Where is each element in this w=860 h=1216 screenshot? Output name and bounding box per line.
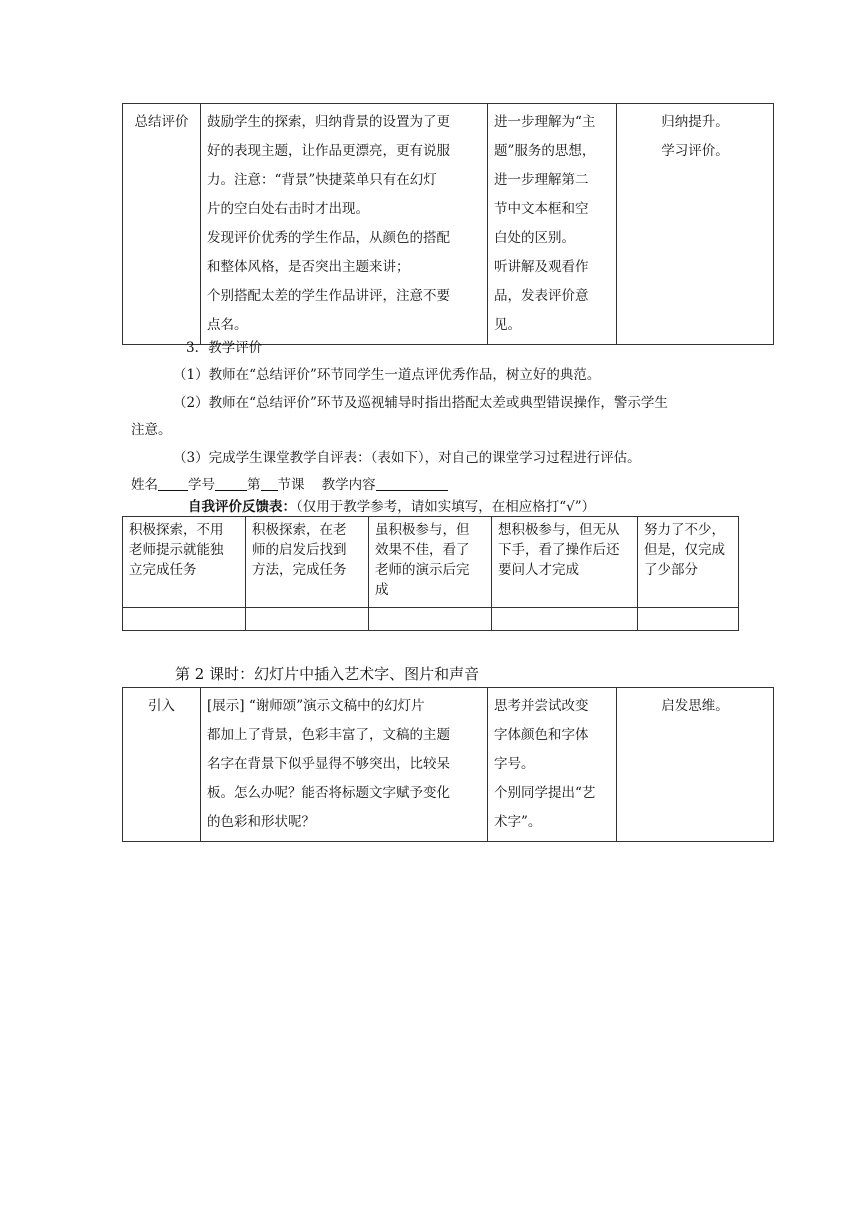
- stage-cell: 总结评价: [123, 104, 201, 345]
- lesson-plan-table-1: [122, 103, 774, 345]
- eval-header-cell: 努力了不少， 但是，仅完成 了少部分: [638, 517, 739, 608]
- design-intent-cell: 启发思维。: [617, 688, 774, 842]
- lesson-blank: [261, 476, 278, 491]
- checkbox-cell[interactable]: [492, 608, 638, 631]
- paragraph-3: （3）完成学生课堂教学自评表：（表如下），对自己的课堂学习过程进行评估。: [173, 450, 641, 466]
- student-info-line: 姓名 学号 第 节课 教学内容: [131, 471, 448, 499]
- self-evaluation-table: [122, 516, 739, 631]
- eval-header-cell: 想积极参与，但无从 下手，看了操作后还 要问人才完成: [492, 517, 638, 608]
- teacher-activity-cell: 鼓励学生的探索，归纳背景的设置为了更 好的表现主题，让作品更漂亮，更有说服 力。注意：“背景”快捷菜单只有在幻灯 片的空白处右击时才出现。 发现评价优秀的学生作品，从颜色的搭配 和整体风格，是否突出主题来讲； 个别搭配太差的学生作品讲评，注意不要 点名。: [201, 104, 488, 345]
- checkbox-cell[interactable]: [246, 608, 369, 631]
- lesson-2-title: 第 2 课时：幻灯片中插入艺术字、图片和声音: [175, 665, 480, 683]
- name-blank: [158, 476, 188, 491]
- stage-cell: 引入: [123, 688, 201, 842]
- eval-header-cell: 积极探索，不用 老师提示就能独 立完成任务: [123, 517, 246, 608]
- number-blank: [215, 476, 247, 491]
- eval-header-cell: 虽积极参与，但 效果不佳，看了 老师的演示后完 成: [369, 517, 492, 608]
- table-row: [123, 608, 739, 631]
- checkbox-cell[interactable]: [123, 608, 246, 631]
- lesson-plan-table-2: [122, 687, 774, 842]
- student-activity-cell: 进一步理解为“主 题”服务的思想， 进一步理解第二 节中文本框和空 白处的区别。 听讲解及观看作 品，发表评价意 见。: [488, 104, 617, 345]
- teacher-activity-cell: [展示] “谢师颂”演示文稿中的幻灯片 都加上了背景，色彩丰富了，文稿的主题 名字在背景下似乎显得不够突出，比较呆 板。怎么办呢？能否将标题文字赋予变化 的色彩和形状呢？: [201, 688, 488, 842]
- eval-header-cell: 积极探索，在老 师的启发后找到 方法，完成任务: [246, 517, 369, 608]
- paragraph-2: （2）教师在“总结评价”环节及巡视辅导时指出搭配太差或典型错误操作，警示学生: [173, 395, 668, 411]
- paragraph-1: （1）教师在“总结评价”环节同学生一道点评优秀作品，树立好的典范。: [173, 367, 601, 383]
- table-row: [123, 688, 774, 842]
- content-blank: [376, 476, 448, 491]
- paragraph-2-cont: 注意。: [131, 422, 172, 438]
- table-row: [123, 517, 739, 608]
- student-activity-cell: 思考并尝试改变 字体颜色和字体 字号。 个别同学提出“艺 术字”。: [488, 688, 617, 842]
- feedback-title: 自我评价反馈表：（仅用于教学参考，请如实填写，在相应格打“√”）: [188, 499, 596, 515]
- section-heading: 3．教学评价: [186, 340, 263, 356]
- design-intent-cell: 归纳提升。 学习评价。: [617, 104, 774, 345]
- table-row: [123, 104, 774, 345]
- checkbox-cell[interactable]: [369, 608, 492, 631]
- checkbox-cell[interactable]: [638, 608, 739, 631]
